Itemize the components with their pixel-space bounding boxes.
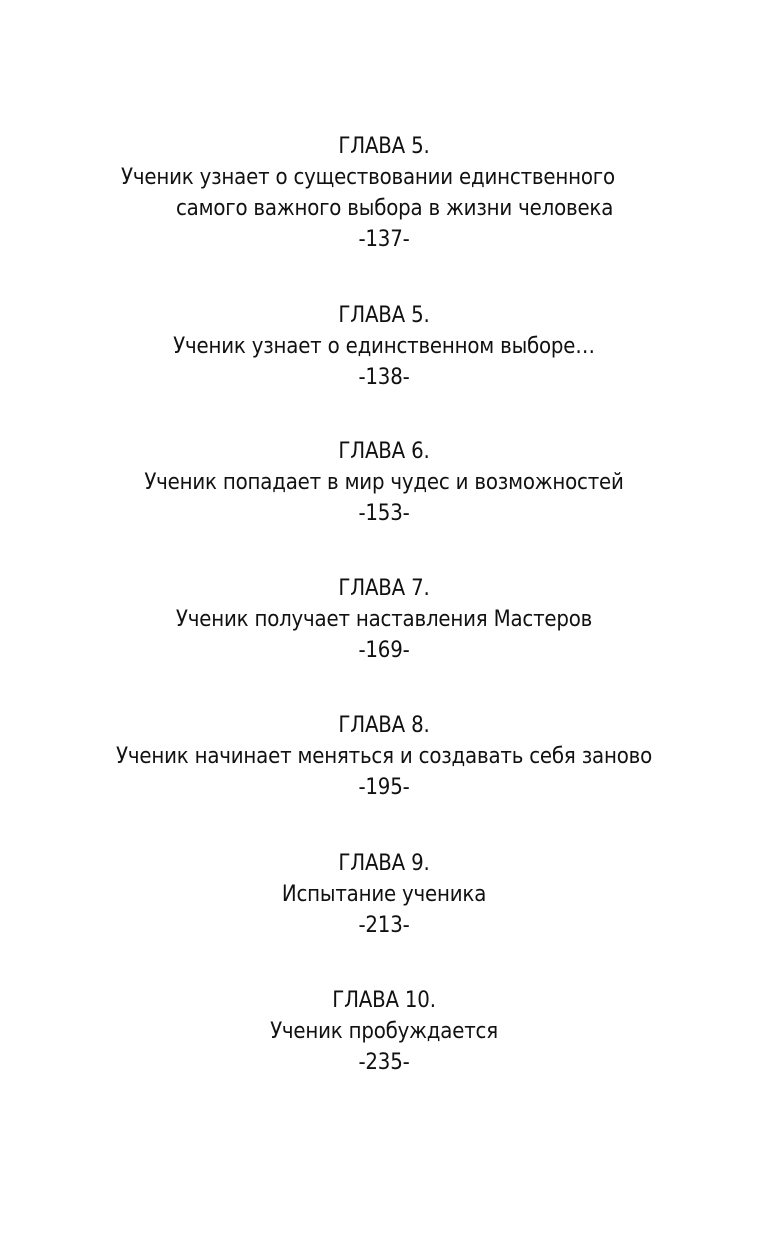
chapter-title: Ученик узнает о существовании единственного [121, 165, 615, 190]
chapter-heading: ГЛАВА 7. [338, 576, 430, 601]
toc-entry [0, 436, 768, 529]
chapter-heading: ГЛАВА 8. [338, 713, 430, 738]
page-number: -213- [358, 913, 410, 938]
toc-entry [0, 848, 768, 941]
chapter-heading: ГЛАВА 6. [338, 439, 430, 464]
chapter-heading: ГЛАВА 5. [338, 134, 430, 159]
toc-entry [0, 985, 768, 1078]
page-number: -235- [358, 1050, 410, 1075]
toc-entry [0, 710, 768, 803]
toc-entry [0, 573, 768, 666]
page-number: -138- [358, 365, 410, 390]
chapter-heading: ГЛАВА 10. [332, 988, 436, 1013]
chapter-title: Ученик начинает меняться и создавать себя заново [116, 744, 652, 769]
page-number: -137- [358, 227, 410, 252]
chapter-heading: ГЛАВА 9. [338, 851, 430, 876]
chapter-title: Ученик попадает в мир чудес и возможностей [144, 470, 624, 495]
chapter-title: Ученик узнает о единственном выборе… [173, 334, 595, 359]
toc-entry [0, 300, 768, 393]
page-number: -169- [358, 638, 410, 663]
chapter-title: Испытание ученика [281, 882, 487, 907]
chapter-heading: ГЛАВА 5. [338, 303, 430, 328]
chapter-title: Ученик пробуждается [270, 1019, 498, 1044]
page-number: -153- [358, 501, 410, 526]
chapter-title: Ученик получает наставления Мастеров [175, 607, 593, 632]
page-number: -195- [358, 775, 410, 800]
toc-entry [0, 131, 768, 255]
chapter-title: самого важного выбора в жизни человека [176, 196, 614, 221]
